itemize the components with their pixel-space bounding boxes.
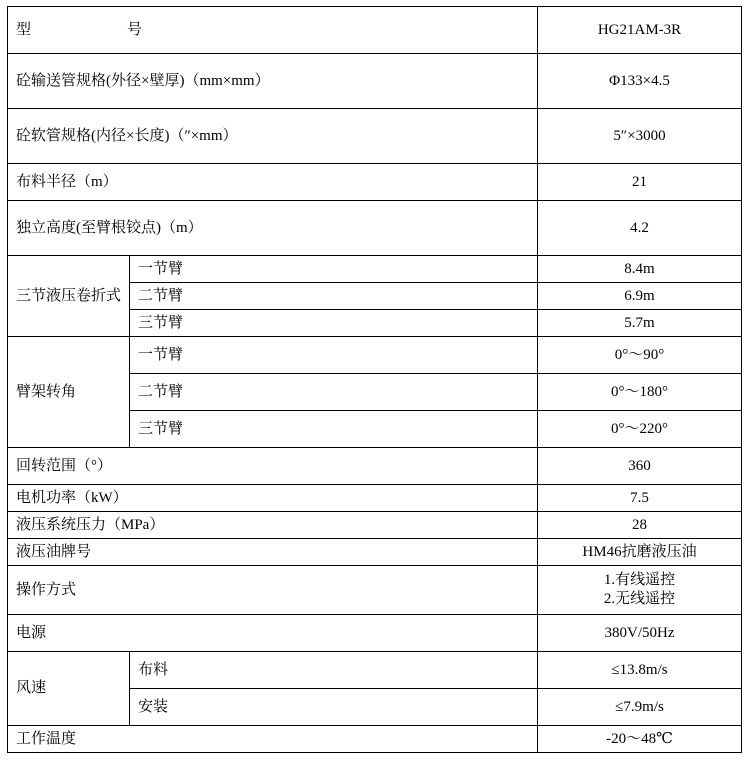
group-label-three-section-hydraulic-folding: 三节液压卷折式 [8,256,130,337]
row-label-operation-mode: 操作方式 [8,566,538,615]
row-value-operation-mode [538,566,742,615]
sub-label-arm-3: 三节臂 [130,310,538,337]
sub-value-arm-3: 5.7m [538,310,742,337]
sub-label-wind-speed-install: 安装 [130,689,538,726]
table-row [8,164,742,201]
group-label-boom-rotation-angle: 臂架转角 [8,337,130,448]
row-label-working-temperature: 工作温度 [8,726,538,753]
sub-label-arm-1: 一节臂 [130,256,538,283]
operation-mode-line-2: 2.无线遥控 [603,591,676,607]
sub-label-rotation-arm-3: 三节臂 [130,411,538,448]
sub-value-arm-1: 8.4m [538,256,742,283]
row-value-slewing-range: 360 [538,448,742,485]
row-value-hydraulic-oil-brand: HM46抗磨液压油 [538,539,742,566]
row-value-concrete-pipe-spec: Φ133×4.5 [538,54,742,109]
sub-value-rotation-arm-3: 0°～220° [538,411,742,448]
row-value-placing-radius: 21 [538,164,742,201]
row-label-motor-power: 电机功率（kW） [8,485,538,512]
row-label-power-supply: 电源 [8,615,538,652]
sub-label-rotation-arm-2: 二节臂 [130,374,538,411]
table-row [8,726,742,753]
row-label-placing-radius: 布料半径（m） [8,164,538,201]
row-value-power-supply: 380V/50Hz [538,615,742,652]
table-row [8,652,742,689]
sub-label-arm-2: 二节臂 [130,283,538,310]
table-row [8,7,742,54]
row-value-hydraulic-system-pressure: 28 [538,512,742,539]
table-row [8,256,742,283]
sub-value-rotation-arm-1: 0°～90° [538,337,742,374]
table-row [8,615,742,652]
row-label-model: 型 号 [8,7,538,54]
row-value-model: HG21AM-3R [538,7,742,54]
row-value-motor-power: 7.5 [538,485,742,512]
specifications-table [7,6,742,753]
table-row [8,566,742,615]
table-row [8,109,742,164]
sub-value-wind-speed-placing: ≤13.8m/s [538,652,742,689]
row-label-slewing-range: 回转范围（°） [8,448,538,485]
table-row [8,201,742,256]
row-label-standalone-height: 独立高度(至臂根铰点)（m） [8,201,538,256]
row-label-concrete-hose-spec: 砼软管规格(内径×长度)（″×mm） [8,109,538,164]
sub-label-wind-speed-placing: 布料 [130,652,538,689]
sub-value-arm-2: 6.9m [538,283,742,310]
table-row [8,448,742,485]
operation-mode-line-1: 1.有线遥控 [603,572,676,589]
table-row [8,485,742,512]
table-row [8,539,742,566]
table-row [8,512,742,539]
sub-value-rotation-arm-2: 0°～180° [538,374,742,411]
table-row [8,54,742,109]
row-label-concrete-pipe-spec: 砼输送管规格(外径×壁厚)（mm×mm） [8,54,538,109]
table-row [8,337,742,374]
row-value-working-temperature: -20～48℃ [538,726,742,753]
row-value-concrete-hose-spec: 5″×3000 [538,109,742,164]
sub-value-wind-speed-install: ≤7.9m/s [538,689,742,726]
sub-label-rotation-arm-1: 一节臂 [130,337,538,374]
row-label-hydraulic-oil-brand: 液压油牌号 [8,539,538,566]
row-value-standalone-height: 4.2 [538,201,742,256]
group-label-wind-speed: 风速 [8,652,130,726]
row-label-hydraulic-system-pressure: 液压系统压力（MPa） [8,512,538,539]
